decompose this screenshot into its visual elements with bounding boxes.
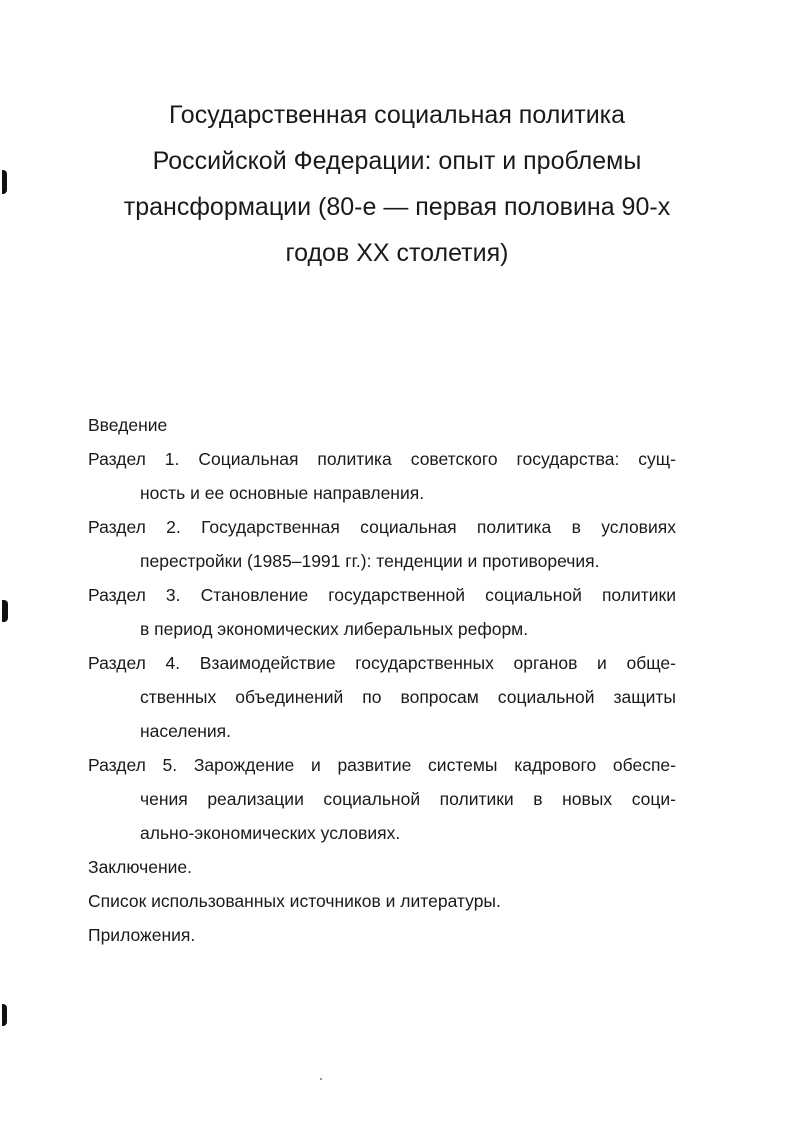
toc-entry-line: населения. [140, 721, 232, 741]
toc-entry-references [88, 884, 676, 918]
scan-binding-mark [2, 170, 7, 194]
toc-entry-line: в период экономических либеральных реформ. [140, 619, 529, 639]
toc-entry-appendices [88, 918, 676, 952]
toc-entry-section-5 [88, 748, 676, 850]
table-of-contents [88, 408, 676, 952]
toc-entry-line: Введение [88, 415, 168, 435]
toc-entry-section-3 [88, 578, 676, 646]
toc-entry-line: Раздел 1. Социальная политика советского государства: сущ- [88, 449, 676, 469]
title-line: годов XX столетия) [285, 239, 509, 267]
scan-binding-mark [2, 600, 8, 622]
toc-entry-line: Раздел 5. Зарождение и развитие системы кадрового обеспе- [88, 755, 676, 775]
toc-entry-line: ально-экономических условиях. [140, 823, 401, 843]
toc-entry-section-1 [88, 442, 676, 510]
toc-entry-line: чения реализации социальной политики в новых соци- [140, 789, 676, 809]
scan-binding-mark [2, 1004, 7, 1026]
toc-entry-line: Раздел 3. Становление государственной социальной политики [88, 585, 676, 605]
document-title [80, 92, 714, 276]
title-line: Государственная социальная политика [168, 101, 626, 129]
toc-entry-section-2 [88, 510, 676, 578]
toc-entry-section-4 [88, 646, 676, 748]
toc-entry-line: Раздел 2. Государственная социальная политика в условиях [88, 517, 676, 537]
title-line: Российской Федерации: опыт и проблемы [152, 147, 642, 175]
toc-entry-line: Приложения. [88, 925, 196, 945]
toc-entry-line: ственных объединений по вопросам социальной защиты [140, 687, 676, 707]
title-line: трансформации (80-е — первая половина 90-х [123, 193, 671, 221]
toc-entry-line: перестройки (1985–1991 гг.): тенденции и противоречия. [140, 551, 600, 571]
toc-entry-line: Раздел 4. Взаимодействие государственных органов и обще- [88, 653, 676, 673]
toc-entry-line: Список использованных источников и литературы. [88, 891, 501, 911]
toc-entry-line: ность и ее основные направления. [140, 483, 425, 503]
toc-entry-introduction [88, 408, 676, 442]
scan-speck [320, 1078, 322, 1080]
toc-entry-conclusion [88, 850, 676, 884]
toc-entry-line: Заключение. [88, 857, 192, 877]
